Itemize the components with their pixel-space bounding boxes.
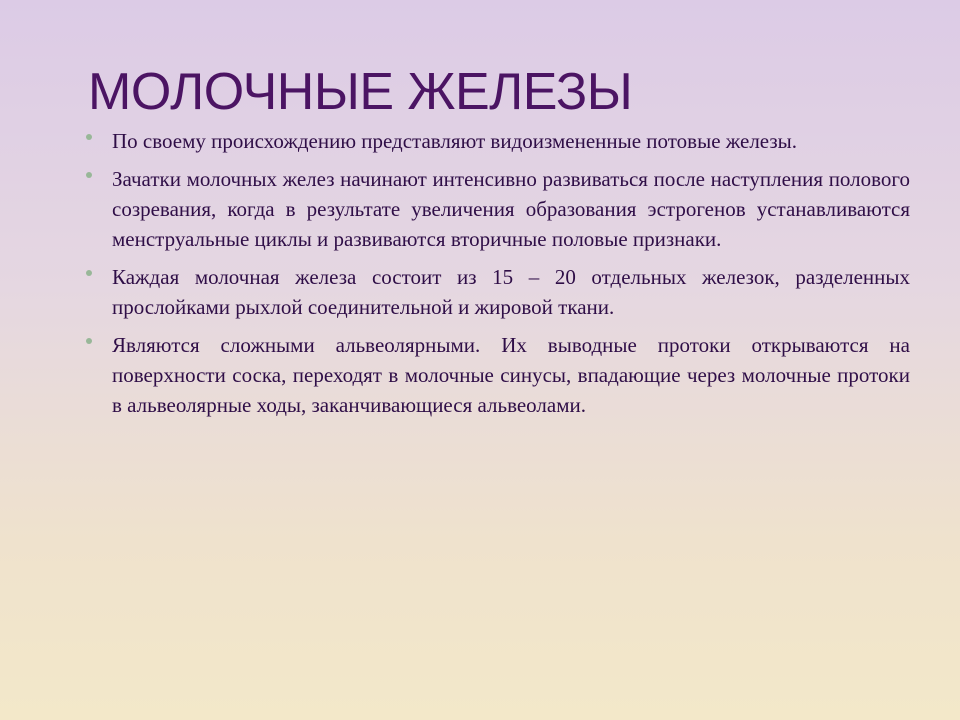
bullet-dot-icon [86,338,92,344]
bullet-text: По своему происхождению представляют видоизмененные потовые железы. [112,129,798,153]
bullet-text: Зачатки молочных желез начинают интенсивно развиваться после наступления полового созревания, когда в результате увеличения образования эстрогенов устанавливаются менструальные циклы и развиваются вторичные половые признаки. [112,167,910,251]
bullet-dot-icon [86,270,92,276]
bullet-item [82,262,910,322]
bullet-text: Каждая молочная железа состоит из 15 – 20 отдельных железок, разделенных прослойками рыхлой соединительной и жировой ткани. [112,265,910,319]
bullet-item [82,330,910,420]
bullet-text: Являются сложными альвеолярными. Их выводные протоки открываются на поверхности соска, переходят в молочные синусы, впадающие через молочные протоки в альвеолярные ходы, заканчивающиеся альвеолами. [112,333,910,417]
slide-title: МОЛОЧНЫЕ ЖЕЛЕЗЫ [88,63,633,121]
bullet-list [82,126,910,428]
bullet-item [82,126,910,156]
bullet-dot-icon [86,134,92,140]
bullet-dot-icon [86,172,92,178]
bullet-item [82,164,910,254]
